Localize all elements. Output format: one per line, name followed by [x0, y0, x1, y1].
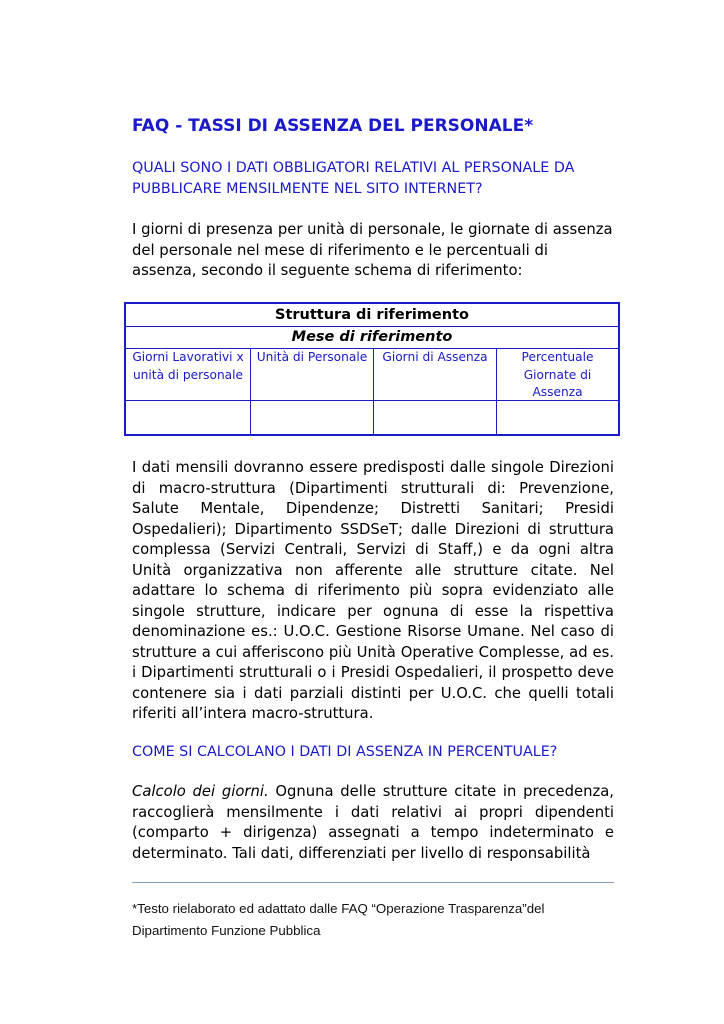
answer-paragraph-2	[132, 782, 614, 864]
column-header-absence-percentage: Percentuale Giornate di Assenza	[496, 348, 618, 401]
page-title: FAQ - TASSI DI ASSENZA DEL PERSONALE*	[132, 116, 534, 136]
question-heading-1: QUALI SONO I DATI OBBLIGATORI RELATIVI AL PERSONALE DA PUBBLICARE MENSILMENTE NEL SITO INTERNET?	[132, 160, 575, 197]
table-header-month: Mese di riferimento	[126, 326, 618, 349]
column-header-staff-units: Unità di Personale	[250, 348, 373, 401]
table-empty-cell	[250, 401, 373, 436]
answer-paragraph-1-continued: I dati mensili dovranno essere predisposti dalle singole Direzioni di macro-struttura (Dipartimenti strutturali di: Prevenzione, Salute Mentale, Dipendenze; Distretti Sanitari; Presidi Ospedalieri); Dipartimento SSDSeT; dalle Direzioni di struttura complessa (Servizi Centrali, Servizi di Staff,) e da ogni altra Unità organizzativa non afferente alle strutture citate. Nel adattare lo schema di riferimento più sopra evidenziato alle singole strutture, indicare per ognuna di esse la rispettiva denominazione es.: U.O.C. Gestione Risorse Umane. Nel caso di strutture a cui afferiscono più Unità Operative Complesse, ad es. i Dipartimenti strutturali o i Presidi Ospedalieri, il prospetto deve contenere sia i dati parziali distinti per U.O.C. che quelli totali riferiti all’intera macro-struttura.	[132, 459, 614, 722]
footnote: *Testo rielaborato ed adattato dalle FAQ “Operazione Trasparenza”del Dipartimento Funzione Pubblica	[132, 901, 545, 938]
question-heading-2: COME SI CALCOLANO I DATI DI ASSENZA IN PERCENTUALE?	[132, 744, 558, 760]
reference-schema-table	[124, 302, 620, 436]
table-empty-cell	[496, 401, 618, 436]
answer-2-lead: Calcolo dei giorni.	[132, 783, 269, 800]
footnote-separator	[132, 882, 614, 883]
answer-paragraph-1: I giorni di presenza per unità di personale, le giornate di assenza del personale nel mese di riferimento e le percentuali di assenza, secondo il seguente schema di riferimento:	[132, 221, 613, 279]
column-header-working-days: Giorni Lavorativi x unità di personale	[126, 348, 250, 401]
table-empty-cell	[126, 401, 250, 436]
column-header-absence-days: Giorni di Assenza	[373, 348, 496, 401]
answer-2-text: Ognuna delle strutture citate in precedenza, raccoglierà mensilmente i dati relativi ai propri dipendenti (comparto + dirigenza) assegnati a tempo indeterminato e determinato. Tali dati, differenziati per livello di responsabilità	[132, 783, 614, 862]
table-empty-cell	[373, 401, 496, 436]
table-header-structure: Struttura di riferimento	[126, 304, 618, 327]
